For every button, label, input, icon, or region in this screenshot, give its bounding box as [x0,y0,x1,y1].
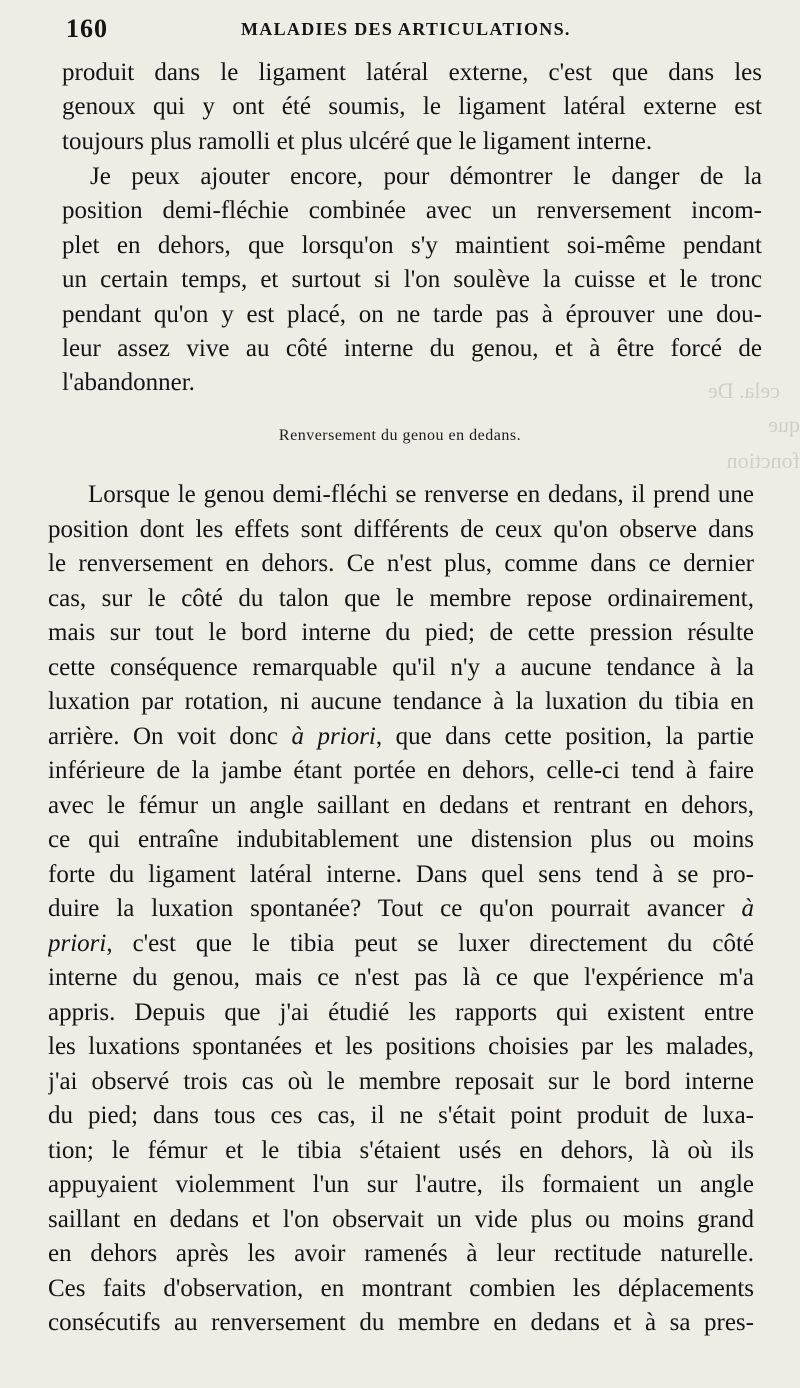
text-line: Je peux ajouter encore, pour démontrer le danger de la [90,163,762,190]
italic-term: priori [48,929,107,957]
page-header [66,14,766,44]
text-line: leur assez vive au côté interne du genou, et à être forcé de [62,334,762,362]
text-line: forte du ligament latéral interne. Dans quel sens tend à se pro- [48,860,754,888]
page-number: 160 [66,14,108,43]
italic-term: à [741,895,754,922]
text-line: les luxations spontanées et les positions choisies par les malades, [48,1033,754,1060]
text-line: toujours plus ramolli et plus ulcéré que le ligament interne. [62,127,653,155]
italic-term: à priori [291,722,376,750]
text-line: du pied; dans tous ces cas, il ne s'était point produit de luxa- [48,1102,754,1129]
text-line: mais sur tout le bord interne du pied; de cette pression résulte [48,619,754,646]
running-head: MALADIES DES ARTICULATIONS. [241,19,571,39]
text-line: l'abandonner. [62,369,195,397]
text-line: luxation par rotation, ni aucune tendance à la luxation du tibia en [48,688,754,715]
text-line: plet en dehors, que lorsqu'on s'y maintient soi-même pendant [62,231,762,259]
paragraph-continuation [62,56,762,159]
text-line: Lorsque le genou demi-fléchi se renverse en dedans, il prend une [88,481,754,508]
text-line-with-italic: priori, c'est que le tibia peut se luxer directement du côté [48,929,754,957]
text-line: cette conséquence remarquable qu'il n'y a aucune tendance à la [48,653,754,681]
text-line: interne du genou, mais ce n'est pas là ce que l'expérience m'a [48,964,754,991]
text-line: consécutifs au renversement du membre en dedans et à sa pres- [48,1309,754,1336]
text-line: position dont les effets sont différents de ceux qu'on observe dans [48,515,754,543]
text-line: Ces faits d'observation, en montrant combien les déplacements [48,1274,754,1302]
text-line: produit dans le ligament latéral externe, c'est que dans les [62,59,762,86]
bleed-through-text: fonction [726,448,800,473]
text-line: ce qui entraîne indubitablement une distension plus ou moins [48,826,754,853]
text-line: saillant en dedans et l'on observait un vide plus ou moins grand [48,1205,754,1233]
text-line: le renversement en dehors. Ce n'est plus, comme dans ce dernier [48,550,754,577]
bleed-through-text: cela. De [707,378,780,403]
paragraph-danger [62,160,762,401]
text-line: cas, sur le côté du talon que le membre repose ordinairement, [48,584,754,612]
text-line: un certain temps, et surtout si l'on soulève la cuisse et le tronc [62,266,762,294]
text-line: avec le fémur un angle saillant en dedans et rentrant en dehors, [48,791,754,819]
text-line-with-italic: duire la luxation spontanée? Tout ce qu'on pourrait avancer à [48,895,754,922]
text-line: position demi-fléchie combinée avec un renversement incom- [62,197,762,225]
text-line: pendant qu'on y est placé, on ne tarde pas à éprouver une dou- [62,300,762,328]
paragraph-renversement-en-dedans [48,478,754,1341]
text-line: tion; le fémur et le tibia s'étaient usés en dehors, là où ils [48,1136,754,1164]
text-line: inférieure de la jambe étant portée en dehors, celle-ci tend à faire [48,757,754,784]
text-line: j'ai observé trois cas où le membre reposait sur le bord interne [48,1067,754,1095]
text-line: appuyaient violemment l'un sur l'autre, ils formaient un angle [48,1171,754,1198]
text-line: en dehors après les avoir ramenés à leur rectitude naturelle. [48,1240,754,1267]
text-line-with-italic: arrière. On voit donc à priori, que dans cette position, la partie [48,722,754,750]
section-title: Renversement du genou en dedans. [278,427,522,444]
bleed-through-text: que [768,412,800,437]
text-line: genoux qui y ont été soumis, le ligament latéral externe est [62,93,762,121]
text-line: appris. Depuis que j'ai étudié les rapports qui existent entre [48,998,754,1026]
